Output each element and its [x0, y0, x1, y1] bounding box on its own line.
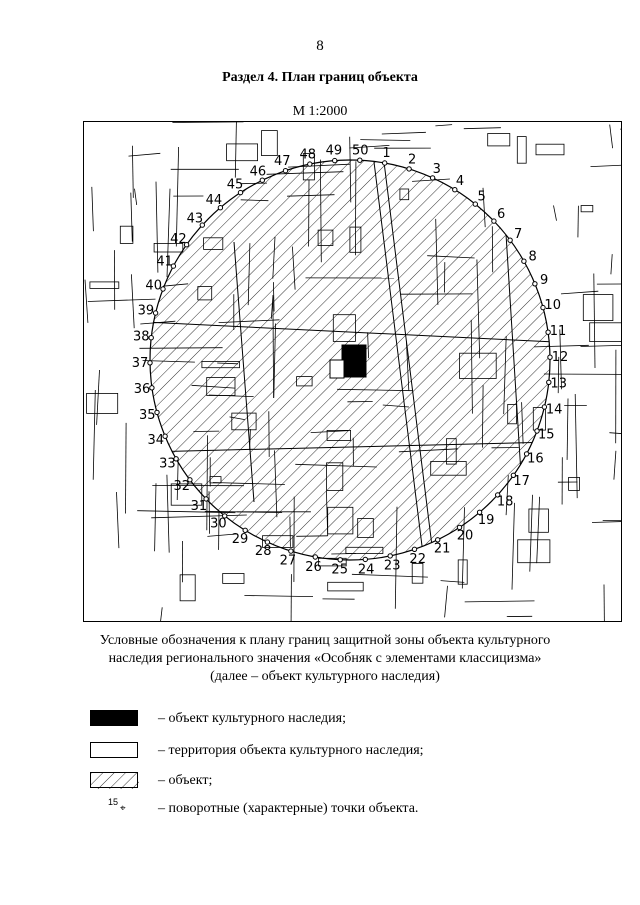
legend-label-object: – объект культурного наследия; [158, 711, 346, 726]
boundary-point-marker [333, 158, 337, 162]
boundary-point-label: 44 [205, 193, 223, 209]
map-line [360, 140, 410, 141]
boundary-point-label: 8 [528, 249, 537, 265]
boundary-point-label: 42 [170, 231, 187, 247]
legend-label-point: – поворотные (характерные) точки объекта. [158, 801, 419, 816]
map-line [610, 125, 613, 149]
boundary-point-label: 32 [173, 478, 191, 494]
boundary-point-label: 1 [382, 146, 391, 162]
boundary-point-label: 31 [190, 498, 208, 514]
boundary-point-marker [148, 361, 152, 365]
legend-point-number: 15 [108, 797, 119, 807]
map-line [567, 399, 568, 460]
map-building [581, 206, 593, 212]
map-line [172, 122, 243, 123]
section-title: Раздел 4. План границ объекта [222, 70, 418, 85]
boundary-point-label: 43 [186, 211, 204, 227]
boundary-point-label: 4 [455, 174, 465, 190]
map-line [512, 503, 515, 590]
map-building [518, 540, 550, 563]
cultural-heritage-object [342, 345, 366, 377]
boundary-point-label: 39 [137, 303, 155, 319]
boundary-point-label: 47 [274, 154, 291, 170]
heritage-territory-outline [330, 360, 344, 378]
map-line [135, 189, 137, 205]
legend-swatch-territory [90, 742, 138, 758]
map-building [87, 393, 118, 413]
boundary-point-label: 22 [409, 551, 426, 567]
boundary-point-label: 38 [133, 329, 150, 345]
map-line [575, 394, 577, 498]
boundary-point-label: 6 [496, 207, 506, 223]
map-line [591, 165, 622, 167]
boundary-point-label: 16 [527, 451, 544, 467]
legend-label-hatched: – объект; [158, 773, 213, 788]
boundary-point-label: 25 [331, 562, 348, 578]
boundary-point-label: 50 [352, 143, 369, 159]
legend-swatch-object [90, 710, 138, 726]
map-building [517, 137, 526, 164]
boundary-point-label: 14 [545, 402, 563, 418]
map-line [445, 586, 448, 618]
boundary-point-label: 12 [551, 350, 569, 366]
map-line [441, 581, 465, 583]
map-line [465, 601, 535, 602]
map-line [160, 607, 163, 621]
map-line [88, 299, 156, 301]
boundary-point-label: 41 [156, 254, 173, 270]
map-line [291, 574, 292, 621]
map-line [561, 291, 598, 294]
boundary-point-label: 48 [299, 147, 317, 163]
map-building [328, 582, 364, 591]
boundary-point-marker [313, 555, 317, 559]
map-line [609, 433, 621, 436]
crosshair-icon: ⌖ [120, 803, 126, 814]
boundary-point-marker [149, 336, 153, 340]
boundary-point-label: 34 [147, 433, 165, 448]
map-line [611, 254, 612, 274]
map-line [614, 451, 616, 480]
map-line [132, 146, 133, 198]
boundary-point-marker [383, 161, 387, 165]
map-line [93, 390, 95, 480]
map-line [554, 205, 557, 220]
boundary-point-marker [358, 158, 362, 162]
map-building [583, 295, 613, 321]
map-line [131, 274, 134, 328]
map-line [129, 153, 161, 156]
boundary-point-label: 20 [456, 528, 474, 544]
map-line [131, 193, 133, 242]
boundary-point-label: 40 [145, 278, 162, 294]
map-building [536, 144, 564, 155]
boundary-point-label: 24 [357, 562, 375, 578]
boundary-point-marker [150, 386, 154, 390]
boundary-point-label: 2 [407, 152, 417, 168]
boundary-point-label: 18 [496, 494, 514, 510]
map-line [604, 585, 605, 622]
boundary-point-marker [522, 259, 526, 263]
boundary-point-label: 35 [139, 408, 156, 424]
map-line [537, 497, 540, 563]
map-line [92, 187, 94, 231]
map-scale: М 1:2000 [292, 104, 348, 119]
boundary-point-label: 45 [226, 177, 244, 193]
boundary-point-marker [363, 557, 367, 561]
boundary-point-label: 21 [433, 541, 451, 557]
map-line [126, 423, 127, 514]
map-line [464, 128, 501, 129]
legend-point-symbol [108, 797, 138, 819]
boundary-point-label: 28 [254, 544, 272, 560]
map-line [167, 475, 169, 553]
page-number: 8 [316, 38, 324, 54]
map-line [117, 492, 119, 548]
map-building [488, 134, 510, 146]
boundary-point-label: 3 [432, 161, 441, 177]
map-line [592, 521, 621, 523]
boundary-map [83, 121, 622, 622]
boundary-point-label: 10 [544, 297, 561, 313]
boundary-point-label: 37 [131, 355, 149, 371]
boundary-point-label: 26 [305, 559, 322, 575]
boundary-point-marker [508, 238, 512, 242]
boundary-point-label: 46 [249, 164, 267, 180]
map-line [382, 132, 426, 134]
legend-caption: Условные обозначения к плану границ защитной зоны объекта культурного наследия регионального значения «Особняк с элементами классицизма» (далее – объект культурного наследия) [99, 633, 551, 684]
boundary-point-marker [388, 554, 392, 558]
map-building [262, 131, 278, 156]
boundary-point-marker [492, 219, 496, 223]
boundary-point-label: 5 [477, 189, 486, 205]
boundary-point-marker [533, 282, 537, 286]
boundary-point-label: 30 [210, 516, 227, 532]
boundary-point-label: 13 [550, 376, 567, 392]
boundary-point-label: 11 [549, 323, 567, 339]
map-building [227, 144, 258, 161]
map-building [569, 477, 580, 490]
map-line [244, 596, 313, 597]
legend-label-territory: – территория объекта культурного наследия; [158, 743, 424, 758]
map-line [85, 280, 88, 323]
boundary-point-label: 19 [477, 512, 495, 528]
boundary-point-label: 27 [279, 553, 297, 569]
map-line [530, 495, 533, 572]
boundary-point-marker [308, 162, 312, 166]
map-building [223, 574, 244, 584]
boundary-point-label: 7 [514, 227, 523, 243]
boundary-point-label: 36 [133, 382, 151, 398]
map-line [435, 125, 452, 126]
map-line [97, 370, 100, 425]
legend-swatch-hatched [90, 772, 138, 788]
boundary-point-label: 23 [383, 558, 401, 574]
map-line [603, 519, 621, 520]
boundary-point-label: 33 [159, 456, 176, 472]
boundary-point-label: 15 [538, 427, 555, 443]
boundary-point-marker [338, 558, 342, 562]
map-building [120, 226, 133, 243]
map-line [155, 483, 156, 551]
map-line [578, 206, 579, 238]
boundary-point-label: 17 [513, 474, 530, 490]
boundary-point-label: 49 [325, 143, 343, 159]
boundary-point-label: 29 [231, 531, 249, 547]
boundary-point-label: 9 [540, 273, 549, 288]
